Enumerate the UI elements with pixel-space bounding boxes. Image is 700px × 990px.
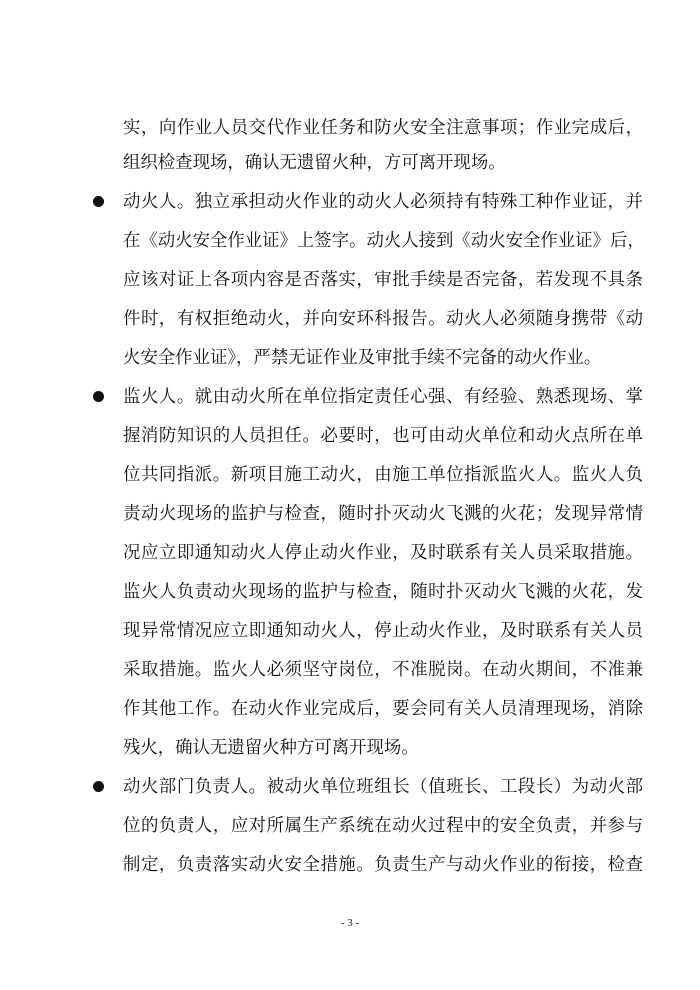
list-item-line: 火安全作业证》，严禁无证作业及审批手续不完备的动火作业。 — [123, 348, 602, 368]
paragraph-line: 实，向作业人员交代作业任务和防火安全注意事项；作业完成后， — [123, 118, 643, 138]
bullet-icon — [93, 391, 104, 402]
list-item-line: 动火部门负责人。被动火单位班组长（值班长、工段长）为动火部 — [123, 777, 643, 797]
bullet-icon — [93, 781, 104, 792]
list-item-line: 责动火现场的监护与检查，随时扑灭动火飞溅的火花；发现异常情 — [123, 504, 643, 524]
list-item-line: 握消防知识的人员担任。必要时，也可由动火单位和动火点所在单 — [123, 426, 643, 446]
list-item-line: 作其他工作。在动火作业完成后，要会同有关人员清理现场，消除 — [123, 699, 643, 719]
page-number: - 3 - — [340, 917, 360, 929]
list-item-line: 监火人。就由动火所在单位指定责任心强、有经验、熟悉现场、掌 — [123, 387, 643, 407]
list-item-line: 现异常情况应立即通知动火人，停止动火作业，及时联系有关人员 — [123, 621, 643, 641]
list-item-line: 况应立即通知动火人停止动火作业，及时联系有关人员采取措施。 — [123, 543, 643, 563]
list-item-line: 监火人负责动火现场的监护与检查，随时扑灭动火飞溅的火花，发 — [123, 582, 643, 602]
list-item-line: 在《动火安全作业证》上签字。动火人接到《动火安全作业证》后， — [123, 231, 645, 251]
list-item-line: 件时，有权拒绝动火，并向安环科报告。动火人必须随身携带《动 — [123, 309, 643, 329]
list-item-line: 制定，负责落实动火安全措施。负责生产与动火作业的衔接，检查 — [123, 855, 643, 875]
list-item-line: 位共同指派。新项目施工动火，由施工单位指派监火人。监火人负 — [123, 465, 643, 485]
bullet-icon — [93, 196, 104, 207]
list-item-line: 动火人。独立承担动火作业的动火人必须持有特殊工种作业证，并 — [123, 192, 643, 212]
paragraph-line: 组织检查现场，确认无遗留火种，方可离开现场。 — [123, 153, 506, 173]
list-item-line: 位的负责人，应对所属生产系统在动火过程中的安全负责，并参与 — [123, 816, 643, 836]
list-item-line: 采取措施。监火人必须坚守岗位，不准脱岗。在动火期间，不准兼 — [123, 660, 643, 680]
list-item-line: 残火，确认无遗留火种方可离开现场。 — [123, 738, 419, 758]
list-item-line: 应该对证上各项内容是否落实，审批手续是否完备，若发现不具条 — [123, 270, 643, 290]
